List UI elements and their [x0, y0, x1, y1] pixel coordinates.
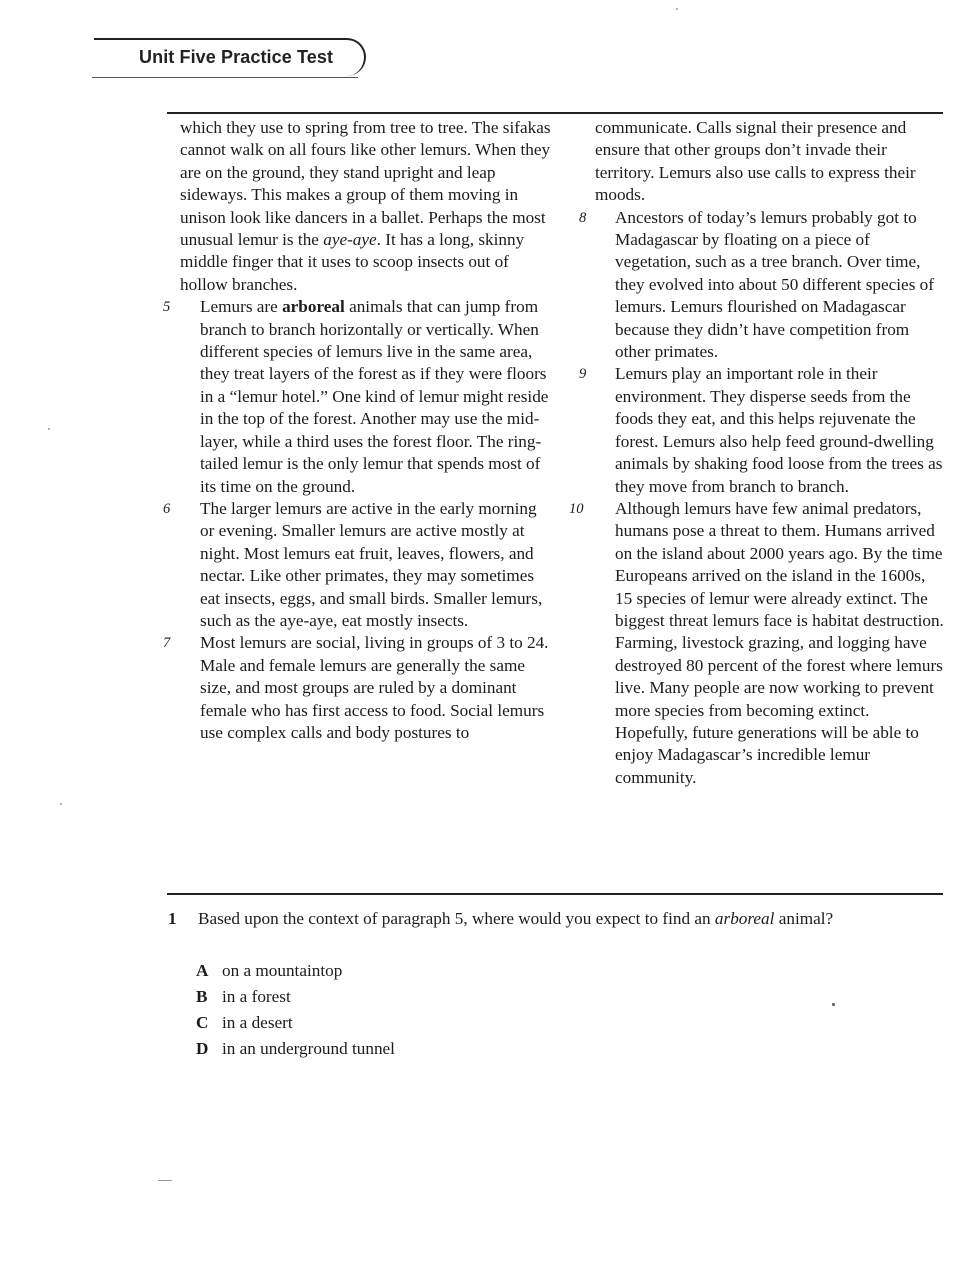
answer-option-b[interactable] [196, 986, 395, 1012]
scan-speck [158, 1180, 172, 1181]
paragraph-6: 6 The larger lemurs are active in the early morning or evening. Smaller lemurs are active mostly at night. Most lemurs eat fruit, leaves, flowers, and nectar. Like other primates, they may sometimes eat insects, eggs, and small birds. Smaller lemurs, such as the aye-aye, eat mostly insects. [163, 498, 543, 630]
paragraph-continuation: which they use to spring from tree to tree. The sifakas cannot walk on all fours like other lemurs. When they are on the ground, they stand upright and leap sideways. This makes a group of them moving in unison look like dancers in a ballet. Perhaps the most unusual lemur is the aye-aye. It has a long, skinny middle finger that it uses to scoop insects out of hollow branches. [180, 118, 551, 294]
page-title: Unit Five Practice Test [139, 47, 334, 67]
option-letter: D [196, 1039, 209, 1058]
option-letter: C [196, 1013, 209, 1032]
paragraph-number: 5 [163, 299, 171, 316]
answer-option-d[interactable] [196, 1038, 395, 1064]
answer-option-c[interactable] [196, 1012, 395, 1038]
answer-option-a[interactable] [196, 960, 395, 986]
paragraph-continuation: communicate. Calls signal their presence and ensure that other groups don’t invade their territory. Lemurs also use calls to express their moods. [595, 118, 916, 205]
paragraph-9: 9 Lemurs play an important role in their environment. They disperse seeds from the foods they eat, and this helps rejuvenate the forest. Lemurs also help feed ground-dwelling animals by shaking food loose from the trees as they move from branch to branch. [579, 364, 943, 496]
paragraph-number: 6 [163, 500, 171, 517]
passage-right-column [569, 117, 945, 789]
scan-speck [676, 8, 678, 10]
paragraph-number: 8 [579, 209, 587, 226]
option-text: in an underground tunnel [222, 1039, 395, 1058]
question-stem: Based upon the context of paragraph 5, where would you expect to find an arboreal animal? [198, 909, 834, 928]
paragraph-7: 7 Most lemurs are social, living in groups of 3 to 24. Male and female lemurs are generally the same size, and most groups are ruled by a dominant female who has first access to food. Social lemurs use complex calls and body postures to [163, 633, 549, 742]
option-text: in a forest [222, 987, 291, 1006]
paragraph-5: 5 Lemurs are arboreal animals that can jump from branch to branch horizontally or vertically. When different species of lemurs live in the same area, they treat layers of the forest as if they were floors in a “lemur hotel.” One kind of lemur might reside in the top of the forest. Another may use the mid-layer, while a third uses the forest floor. The ring-tailed lemur is the only lemur that spends most of its time on the ground. [163, 297, 549, 496]
option-letter: A [196, 961, 209, 980]
top-divider [167, 112, 943, 114]
bottom-divider [167, 893, 943, 895]
scan-speck [832, 1003, 835, 1006]
option-text: in a desert [222, 1013, 293, 1032]
option-text: on a mountaintop [222, 961, 343, 980]
paragraph-number: 9 [579, 366, 587, 383]
scan-speck [60, 803, 62, 805]
paragraph-8: 8 Ancestors of today’s lemurs probably got to Madagascar by floating on a piece of vegetation, such as a tree branch. Over time, they evolved into about 50 different species of lemurs. Lemurs flourished on Madagascar because they didn’t have competition from other primates. [579, 207, 934, 362]
vocab-term: arboreal [282, 297, 345, 317]
question-number: 1 [168, 909, 177, 928]
paragraph-number: 10 [569, 500, 584, 517]
paragraph-10: 10 Although lemurs have few animal predators, humans pose a threat to them. Humans arrived on the island about 2000 years ago. By the time Europeans arrived on the island in the 1600s, 15 species of lemur were already extinct. The biggest threat lemurs face is habitat destruction. Farming, livestock grazing, and logging have destroyed 80 percent of the forest where lemurs live. Many people are now working to prevent more species from becoming extinct. Hopefully, future generations will be able to enjoy Madagascar’s incredible lemur community. [569, 498, 944, 787]
answer-options [196, 960, 395, 1064]
option-letter: B [196, 987, 208, 1006]
paragraph-number: 7 [163, 635, 171, 652]
scan-speck [48, 428, 50, 430]
passage-left-column [163, 117, 552, 744]
